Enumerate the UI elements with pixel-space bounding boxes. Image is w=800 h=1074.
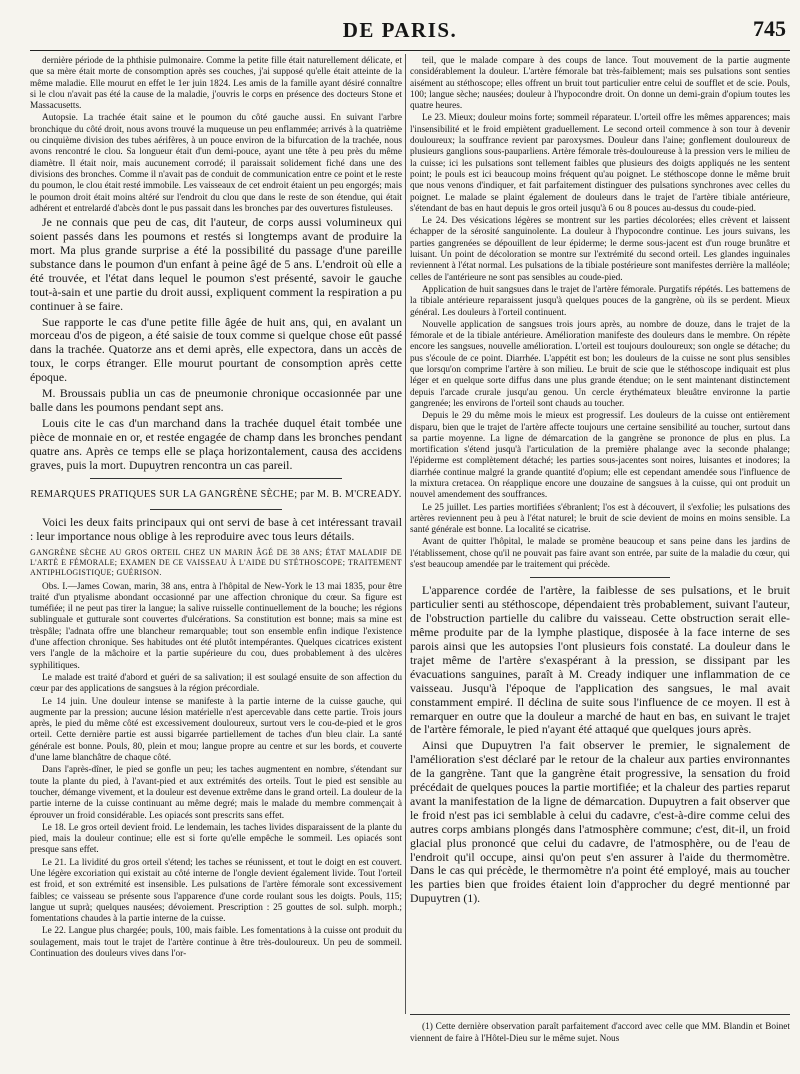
footnote-text: (1) Cette dernière observation paraît parfaitement d'accord avec celle que MM. Blandin et Boinet viennent de faire à l'Hôtel-Dieu sur le même sujet. Nous [410, 1022, 790, 1044]
paragraph: M. Broussais publia un cas de pneumonie chronique occasionnée par une balle dans les poumons pendant sept ans. [30, 386, 402, 414]
paragraph: Sue rapporte le cas d'une petite fille âgée de huit ans, qui, en avalant un morceau d'os de pigeon, a été saisie de toux comme si quelque chose eût passé dans la trachée. Quatorze ans et demi après, elle expectora, dans un accès de toux, le corps étranger. Elle mourut pourtant de consomption après cette époque. [30, 314, 402, 385]
section-heading: REMARQUES PRATIQUES SUR LA GANGRÈNE SÈCHE; par M. B. M'CREADY. [30, 489, 402, 501]
page-number: 745 [753, 16, 786, 41]
paragraph: Louis cite le cas d'un marchand dans la trachée duquel était tombée une pièce de monnaie en or, et restée engagée de champ dans les bronches pendant quatre ans. Après ce temps elle se plaça horizontalement, causa des accidens graves, puis la mort. Dupuytren rencontra un cas pareil. [30, 415, 402, 472]
paragraph: Autopsie. La trachée était saine et le poumon du côté gauche aussi. En suivant l'arbre bronchique du côté droit, nous avons trouvé la muqueuse un peu enflammée; arrivés à la quatrième ou cinquième division des tubes aérifères, à un pouce environ de la bifurcation de la trachée, nous avons rencontré le clou. Sa longueur était d'un demi-pouce, ayant une tête à peu près du même diamètre. Il était noir, mais aucunement corrodé; il paraissait solidement fiché dans une des divisions des bronches. Comme il n'avait pas de conduit de communication entre ce point et le reste du poumon, le clou était resté immobile. Les vaisseaux de cet endroit étaient un peu engorgés; mais le poumon droit était moins altéré sur l'endroit du clou que dans le reste de son étendue, qui était adhérent et entrelardé d'abcès dont le pus passait dans les bronches par des ouvertures fistuleuses. [30, 113, 402, 214]
paragraph: Le 24. Des vésications légères se montrent sur les parties décolorées; elles crèvent et laissent échapper de la sérosité sanguinolente. La douleur à l'hypocondre continue. Les jours suivans, les parties gangrenées se dépouillent de leur épiderme; le derme sous-jacent est d'un rouge brunâtre et luisant. Un point de décoloration se montre sur l'extrémité du second orteil. Les glandes inguinales reviennent à l'état normal. Les pulsations de la tibiale postérieure sont manifestes derrière la malléole; celles de l'antérieure ne sont pas sensibles au coude-pied. [410, 216, 790, 283]
right-column [410, 56, 790, 908]
page-title: DE PARIS. [342, 18, 458, 42]
paragraph: Ainsi que Dupuytren l'a fait observer le premier, le signalement de l'amélioration s'est déclaré par le retour de la chaleur aux parties environnantes de la gangrène. Tant que la gangrène était progressive, la sensation du froid précédait de quelques pouces la partie mortifiée; et la chaleur des parties reparut avant la manifestation de la ligne de démarcation. Dupuytren a fait observer que le froid n'est pas ici semblable à celui du cadavre, c'est-à-dire comme celui des autres corps ambians plongés dans l'atmosphère commune; c'est, dit-il, un froid glacial plus prononcé que celui du cadavre, de l'atmosphère, ou de l'eau de l'endroit qu'il occupe, ainsi qu'on peut s'en assurer à l'aide du thermomètre. Dans le cas qui précède, le thermomètre n'a point été employé, mais au toucher les parties bien que froides étaient loin d'approcher du degré mentionné par Dupuytren (1). [410, 738, 790, 906]
paragraph: Le 23. Mieux; douleur moins forte; sommeil réparateur. L'orteil offre les mêmes apparences; mais l'insensibilité et le froid empiètent graduellement. Le second orteil commence à son tour à devenir douloureux; la souffrance revient par paroxysmes. Douleur dans l'aine; gonflement douloureux de plusieurs ganglions sous-pauparliens. Artère fémorale très-douloureuse à la pression vers le milieu de la cuisse; ici les pulsations sont tellement faibles que plusieurs des doigts appliqués ne les sentent point; le pouls est ici beaucoup moins fréquent qu'au poignet. Le stéthoscope donne le même bruit que nous venons d'indiquer, et fait parfaitement distinguer des pulsations synchrones avec celles du poignet. Le malade se plaint également de douleurs dans le trajet de l'artère tibiale antérieure, s'étendant de bas en haut depuis le gros orteil jusqu'à 6 ou 8 pouces au-dessus du coude-pied. [410, 113, 790, 214]
paragraph: Le 14 juin. Une douleur intense se manifeste à la partie interne de la cuisse gauche, qui augmente par la pression; aucune lésion matérielle n'est apercevable dans cette partie. Trois jours après, le pied du même côté est excessivement douloureux, surtout vers le cou-de-pied et le gros orteil. Cette dernière partie est aussi bigarrée partiellement de taches d'un bleu clair. La santé générale est bonne. Pouls, 80, plein et mou; langue propre au centre et sur les bords, et couverte d'une lame blanchâtre de chaque côté. [30, 696, 402, 764]
section-rule [530, 577, 670, 578]
paragraph: Obs. I.—James Cowan, marin, 38 ans, entra à l'hôpital de New-York le 13 mai 1835, pour être traité d'un ptyalisme abondant occasionné par une affection chronique du cœur. Sa figure est tuméfiée; il ne peut pas tirer la langue; la salive ruisselle continuellement de la bouche; les régions sublinguale et gutturale sont couvertes d'ulcérations. Sa constitution est bonne; mais sa mine est trèspâle; l'adnata offre une blancheur remarquable; tout son ensemble enfin indique l'existence d'une affection chronique. Ses habitudes ont été plutôt intempérantes. Quelques cicatrices existent vers l'angle de la mâchoire et la partie supérieure du cou, dues probablement à des ulcères syphilitiques. [30, 581, 402, 671]
column-divider [405, 54, 406, 1014]
section-rule [90, 478, 342, 479]
paragraph: Le 18. Le gros orteil devient froid. Le lendemain, les taches livides disparaissent de la plante du pied, mais la douleur continue; elle est si forte qu'elle empêche le sommeil. Les opiacés sont presque sans effet. [30, 822, 402, 856]
paragraph: L'apparence cordée de l'artère, la faiblesse de ses pulsations, et le bruit particulier senti au stéthoscope, dépendaient très probablement, suivant l'auteur, de l'obstruction partielle du calibre du vaisseau. Cette obstruction serait elle-même produite par de la lymphe plastique, disposée à la face interne de ses parois ainsi que les autopsies l'ont plusieurs fois constaté. La douleur dans le trajet même de l'artère s'exaspérant à la pression, se dissipant par les évacuations sanguines, paraît à M. Cready indiquer une inflammation de ce vaisseau. Jusqu'à l'époque de l'application des sangsues, le mal avait constamment empiré. Il déclina de suite sous l'influence de ce moyen. Il est à remarquer en outre que la douleur a marché de haut en bas, en suivant le trajet de l'artère fémorale, le pied n'ayant été attaqué que quelques jours après. [410, 583, 790, 737]
case-title: GANGRÈNE SÈCHE AU GROS ORTEIL CHEZ UN MARIN ÂGÉ DE 38 ANS; ÉTAT MALADIF DE L'ARTÈ E FÉMORALE; EXAMEN DE CE VAISSEAU À L'AIDE DU STÉTHOSCOPE; TRAITEMENT ANTIPHLOGISTIQUE; GUÉRISON. [30, 547, 402, 577]
paragraph: Avant de quitter l'hôpital, le malade se promène beaucoup et sans peine dans les jardins de l'établissement, chose qu'il ne pouvait pas faire avant son entrée, par suite de la maladie du cœur, qui s'est beaucoup amendée par le traitement qui précède. [410, 537, 790, 571]
paragraph: Nouvelle application de sangsues trois jours après, au nombre de douze, dans le trajet de la fémorale et de la tibiale antérieure. Amélioration manifeste des douleurs dans le membre. On répète encore les sangsues, nouvelle amélioration. L'orteil est toujours douloureux; son ongle se détache; du pus s'écoule de ce point. Diarrhée. L'appétit est bon; les douleurs de la cuisse ne sont plus sensibles que lorsqu'on comprime l'artère à son milieu. Le bruit de scie que le stéthoscope indiquait est plus léger et en quelque sorte diffus dans une plus grande étendue; on le sent maintenant distinctement depuis l'arcade crurale jusqu'au genou. Un cercle érythémateux bleuâtre environne la partie gangrenée; les environs de l'orteil sont chauds au toucher. [410, 319, 790, 409]
intro-paragraph: Voici les deux faits principaux qui ont servi de base à cet intéressant travail : leur importance nous oblige à les reproduire avec tous leurs détails. [30, 514, 402, 543]
section-rule [150, 509, 282, 510]
left-column [30, 56, 402, 961]
paragraph: dernière période de la phthisie pulmonaire. Comme la petite fille était naturellement délicate, et que sa mère était morte de consomption après ses couches, j'ai supposé qu'elle était atteinte de la même maladie. Elle mourut en effet le 1er juin 1824. Les amis de la famille ayant désiré connaître si le clou n'avait pas été la cause de la maladie, j'ouvris le corps en présence des docteurs Stone et Massacusetts. [30, 56, 402, 112]
paragraph: Le 21. La lividité du gros orteil s'étend; les taches se réunissent, et tout le doigt en est couvert. Une légère excoriation qui existait au côté interne de l'ongle devient également livide. Tout l'orteil est froid, et son extrémité est insensible. Les pulsations de l'artère fémorale sont excessivement faibles; ce vaisseau se présente sous l'apparence d'une corde roulant sous les doigts. Pouls, 115; langue ut suprà; quelques nausées; dévoiement. Prescription : 25 gouttes de sol. sulph. morph.; fomentations chaudes à la partie interne de la cuisse. [30, 857, 402, 925]
paragraph: Le 25 juillet. Les parties mortifiées s'ébranlent; l'os est à découvert, il s'exfolie; les pulsations des artères reviennent peu à peu à l'état naturel; le bruit de scie devient de moins en moins sensible. La santé générale est bonne. La localité se cicatrise. [410, 502, 790, 536]
paragraph: Le malade est traité d'abord et guéri de sa salivation; il est soulagé ensuite de son affection du cœur par des applications de sangsues à la région précordiale. [30, 672, 402, 695]
header-rule [30, 50, 790, 51]
paragraph: Je ne connais que peu de cas, dit l'auteur, de corps aussi volumineux qui soient passés dans les poumons et restés si longtemps avant de produire la mort. Ma plus grande surprise a été la possibilité du passage d'une pareille substance dans le poumon d'un enfant à peine âgé de 5 ans. L'endroit où elle a été trouvée, et l'état dans lequel le poumon s'est présenté, savoir le gauche tout-à-sain et une partie du droit aussi, expliquent comment la respiration a pu continuer à se faire. [30, 215, 402, 313]
paragraph: Depuis le 29 du même mois le mieux est progressif. Les douleurs de la cuisse ont entièrement disparu, bien que le trajet de l'artère affecte toujours une certaine sensibilité au toucher, surtout dans sa partie moyenne. La ligne de démarcation de la gangrène se prononce de plus en plus. La mortification s'étend jusqu'à l'articulation de la première phalange avec la seconde phalange; l'épiderme est complètement détaché; les parties sous-jacentes sont noires, luisantes et inodores; la diarrhée continue malgré la grande quantité d'opium; elle est cependant amendée sous l'influence de la mixtura cretacea. On réapplique encore une douzaine de sangsues à la cuisse, qui ont produit un nouvel amendement des souffrances. [410, 411, 790, 501]
paragraph: Le 22. Langue plus chargée; pouls, 100, mais faible. Les fomentations à la cuisse ont produit du soulagement, mais tout le trajet de l'artère continue à être très-douloureux. Un peu de sommeil. Continuation des douleurs vives dans l'or- [30, 926, 402, 960]
footnote [410, 1022, 790, 1045]
page-header [0, 14, 800, 48]
footnote-rule [410, 1014, 790, 1015]
paragraph: teil, que le malade compare à des coups de lance. Tout mouvement de la partie augmente considérablement la douleur. L'artère fémorale bat très-faiblement; mais ses pulsations sont senties aisément au stéthoscope; elles offrent un bruit tout particulier entre celui de soufflet et de scie. Pouls, 100; langue sèche; nausées; douleur à l'hypocondre droit. On donne un demi-grain d'opium toutes les quatre heures. [410, 56, 790, 112]
paragraph: Dans l'après-dîner, le pied se gonfle un peu; les taches augmentent en nombre, s'étendant sur toute la plante du pied, à l'avant-pied et aux extrémités des orteils. Tout le pied est sensible au toucher, démange vivement, et la douleur est devenue extrême dans le grand orteil. La douleur de la partie interne de la cuisse continuant au même degré; mais le malade du membre commençait à éprouver un froid considérable. Les opiacés sont prescrits sans effet. [30, 765, 402, 821]
paragraph: Application de huit sangsues dans le trajet de l'artère fémorale. Purgatifs répétés. Les battemens de la tibiale antérieure reparaissent jusqu'à quelques pouces de la gangrène, où ils se perdent. Mieux général. Les douleurs à l'orteil continuent. [410, 284, 790, 318]
